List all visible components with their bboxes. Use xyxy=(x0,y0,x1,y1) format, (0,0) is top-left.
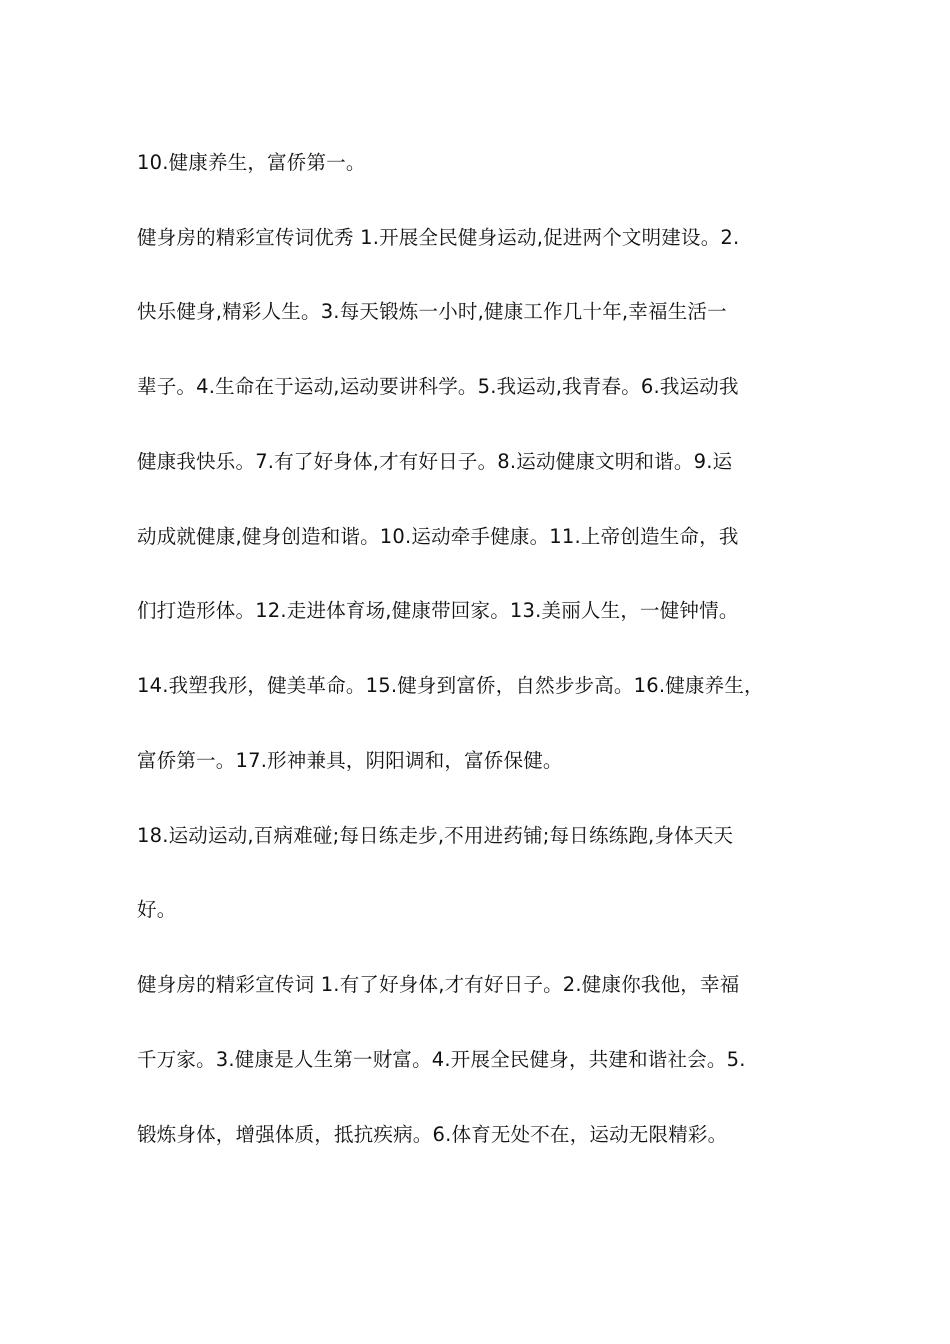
text-line: 富侨第一。17.形神兼具，阴阳调和，富侨保健。 xyxy=(137,749,563,772)
text-line: 健康我快乐。7.有了好身体,才有好日子。8.运动健康文明和谐。9.运 xyxy=(137,450,733,473)
text-line: 健身房的精彩宣传词 1.有了好身体,才有好日子。2.健康你我他，幸福 xyxy=(137,973,740,996)
text-line: 锻炼身体，增强体质，抵抗疾病。6.体育无处不在，运动无限精彩。 xyxy=(137,1123,728,1146)
text-line: 辈子。4.生命在于运动,运动要讲科学。5.我运动,我青春。6.我运动我 xyxy=(137,375,739,398)
text-line: 14.我塑我形，健美革命。15.健身到富侨，自然步步高。16.健康养生， xyxy=(137,674,764,697)
text-line: 健身房的精彩宣传词优秀 1.开展全民健身运动,促进两个文明建设。2. xyxy=(137,226,740,249)
text-line: 10.健康养生，富侨第一。 xyxy=(137,151,366,174)
text-line: 千万家。3.健康是人生第一财富。4.开展全民健身，共建和谐社会。5. xyxy=(137,1048,746,1071)
text-line: 好。 xyxy=(137,898,177,921)
text-line: 们打造形体。12.走进体育场,健康带回家。13.美丽人生，一健钟情。 xyxy=(137,599,739,622)
text-line: 18.运动运动,百病难碰;每日练走步,不用进药铺;每日练练跑,身体天天 xyxy=(137,824,734,847)
text-line: 快乐健身,精彩人生。3.每天锻炼一小时,健康工作几十年,幸福生活一 xyxy=(137,300,727,323)
text-line: 动成就健康,健身创造和谐。10.运动牵手健康。11.上帝创造生命，我 xyxy=(137,525,739,548)
